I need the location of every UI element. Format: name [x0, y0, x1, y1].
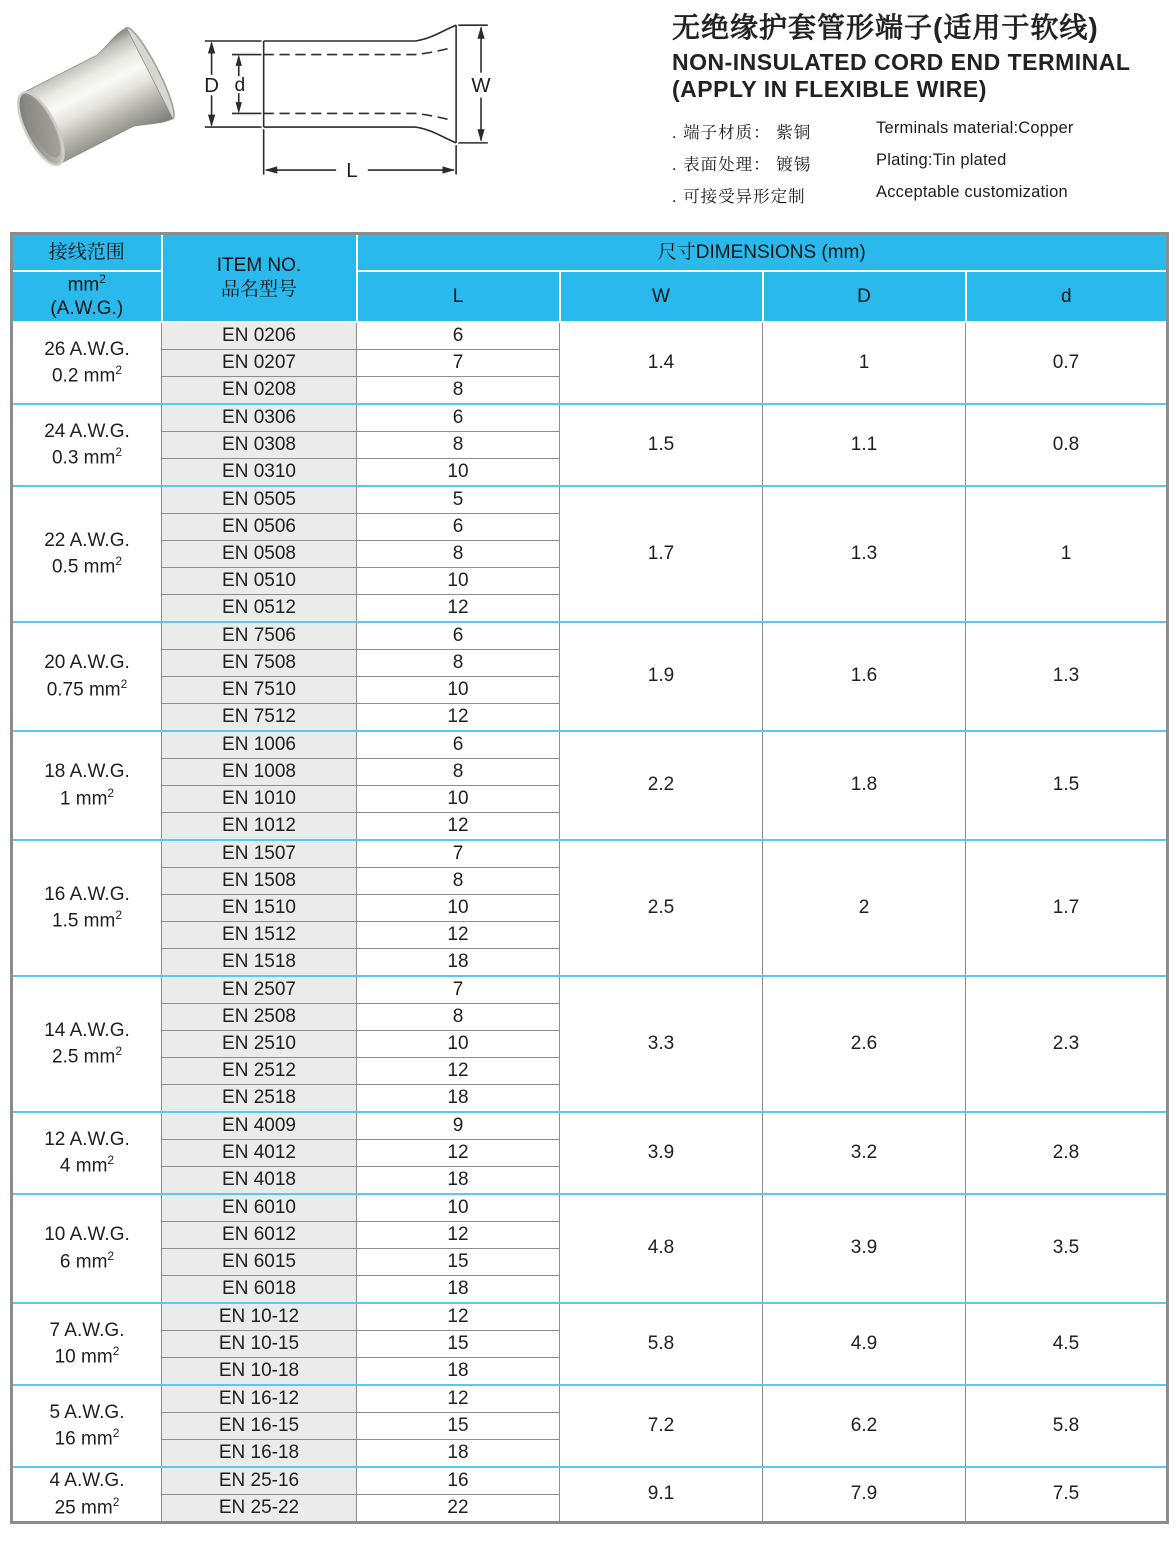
size-label: 0.3 $mm^2$ — [51, 445, 123, 469]
dim-W-cell: 2.5 — [560, 840, 763, 976]
item-no-cell: EN 7506 — [162, 622, 357, 650]
page-title-en-line1: NON-INSULATED CORD END TERMINAL — [672, 49, 1131, 75]
product-photo — [6, 8, 188, 188]
size-sup: 2 — [115, 363, 123, 378]
awg-label: 16 A.W.G. — [44, 883, 130, 905]
item-no-cell: EN 7510 — [162, 676, 357, 703]
length-cell: 18 — [357, 948, 560, 976]
length-cell: 10 — [357, 567, 560, 594]
header-col-W: W — [560, 271, 763, 322]
dim-d-cell: 1 — [966, 486, 1168, 622]
dim-d-cell: 2.3 — [966, 976, 1168, 1112]
awg-label: 24 A.W.G. — [44, 420, 130, 442]
length-cell: 18 — [357, 1166, 560, 1194]
item-no-cell: EN 4018 — [162, 1166, 357, 1194]
size-sup: 2 — [120, 676, 128, 691]
header-wire-range-unit — [12, 271, 162, 322]
header-col-D: D — [763, 271, 966, 322]
dim-D-cell: 1.1 — [763, 404, 966, 486]
dim-W-cell: 2.2 — [560, 731, 763, 840]
wire-range-cell — [12, 322, 162, 404]
table-row — [12, 731, 1168, 759]
table-row — [12, 1194, 1168, 1222]
length-cell: 18 — [357, 1275, 560, 1303]
dim-W-cell: 1.9 — [560, 622, 763, 731]
dim-W-cell: 1.7 — [560, 486, 763, 622]
table-row — [12, 404, 1168, 432]
item-no-cell: EN 0308 — [162, 431, 357, 458]
size-label: 1.5 $mm^2$ — [51, 908, 123, 932]
dim-W-cell: 7.2 — [560, 1385, 763, 1467]
length-cell: 6 — [357, 322, 560, 350]
dim-d-cell: 1.3 — [966, 622, 1168, 731]
item-no-cell: EN 2510 — [162, 1030, 357, 1057]
item-no-cell: EN 1508 — [162, 867, 357, 894]
dim-D-cell: 3.9 — [763, 1194, 966, 1303]
page-title-en-line2: (APPLY IN FLEXIBLE WIRE) — [672, 76, 987, 103]
wire-range-cell — [12, 404, 162, 486]
item-no-cell: EN 16-15 — [162, 1412, 357, 1439]
item-no-cell: EN 6015 — [162, 1248, 357, 1275]
length-cell: 18 — [357, 1357, 560, 1385]
dimension-diagram — [198, 16, 498, 186]
header-item-line1: ITEM NO. — [216, 255, 302, 277]
item-no-cell: EN 10-18 — [162, 1357, 357, 1385]
length-cell: 10 — [357, 458, 560, 486]
item-no-cell: EN 25-16 — [162, 1467, 357, 1495]
dim-D-cell: 2 — [763, 840, 966, 976]
item-no-cell: EN 10-15 — [162, 1330, 357, 1357]
size-label: 10 $mm^2$ — [54, 1344, 120, 1368]
item-no-cell: EN 0206 — [162, 322, 357, 350]
item-no-cell: EN 0506 — [162, 513, 357, 540]
awg-label: 26 A.W.G. — [44, 338, 130, 360]
spec-zh-custom: . 可接受异形定制 — [672, 188, 806, 207]
length-cell: 10 — [357, 785, 560, 812]
wire-range-cell — [12, 976, 162, 1112]
table-row — [12, 976, 1168, 1004]
dim-D-cell: 1.6 — [763, 622, 966, 731]
spec-table-body — [12, 322, 1168, 1523]
item-no-cell: EN 2507 — [162, 976, 357, 1004]
awg-label: 5 A.W.G. — [49, 1401, 125, 1423]
item-no-cell: EN 1008 — [162, 758, 357, 785]
item-no-cell: EN 6010 — [162, 1194, 357, 1222]
item-no-cell: EN 6018 — [162, 1275, 357, 1303]
length-cell: 12 — [357, 594, 560, 622]
length-cell: 8 — [357, 1003, 560, 1030]
awg-label: 12 A.W.G. — [44, 1128, 130, 1150]
dim-W-cell: 4.8 — [560, 1194, 763, 1303]
length-cell: 10 — [357, 1030, 560, 1057]
dim-W-cell: 1.5 — [560, 404, 763, 486]
item-no-cell: EN 0208 — [162, 376, 357, 404]
length-cell: 12 — [357, 1303, 560, 1331]
table-row — [12, 1303, 1168, 1331]
length-cell: 8 — [357, 649, 560, 676]
length-cell: 12 — [357, 1057, 560, 1084]
wire-range-cell — [12, 622, 162, 731]
dim-d-cell: 2.8 — [966, 1112, 1168, 1194]
size-label: 0.5 $mm^2$ — [51, 554, 123, 578]
length-cell: 16 — [357, 1467, 560, 1495]
awg-label: 7 A.W.G. — [49, 1319, 125, 1341]
wire-range-cell — [12, 1303, 162, 1385]
spec-row — [672, 151, 1172, 175]
size-sup: 2 — [115, 554, 123, 569]
header-col-d: d — [966, 271, 1168, 322]
header-col-L: L — [357, 271, 560, 322]
wire-range-cell — [12, 1194, 162, 1303]
length-cell: 12 — [357, 921, 560, 948]
spec-table — [10, 232, 1169, 1524]
dim-D-cell: 2.6 — [763, 976, 966, 1112]
item-no-cell: EN 4012 — [162, 1139, 357, 1166]
item-no-cell: EN 0512 — [162, 594, 357, 622]
page-header — [0, 0, 1176, 232]
item-no-cell: EN 2518 — [162, 1084, 357, 1112]
item-no-cell: EN 1006 — [162, 731, 357, 759]
size-label: 25 $mm^2$ — [54, 1494, 120, 1518]
wire-range-cell — [12, 1385, 162, 1467]
length-cell: 12 — [357, 703, 560, 731]
table-row — [12, 1467, 1168, 1495]
dim-label-D: D — [204, 74, 219, 97]
header-dimensions: 尺寸DIMENSIONS (mm) — [357, 234, 1168, 272]
length-cell: 6 — [357, 622, 560, 650]
awg-label: 10 A.W.G. — [44, 1224, 130, 1246]
header-mm-sup: 2 — [99, 272, 106, 286]
dim-D-cell: 4.9 — [763, 1303, 966, 1385]
dim-W-cell: 5.8 — [560, 1303, 763, 1385]
size-label: 1 $mm^2$ — [59, 785, 115, 809]
length-cell: 12 — [357, 1221, 560, 1248]
spec-row — [672, 119, 1172, 143]
dim-W-cell: 9.1 — [560, 1467, 763, 1523]
length-cell: 8 — [357, 867, 560, 894]
length-cell: 8 — [357, 758, 560, 785]
dim-d-cell: 5.8 — [966, 1385, 1168, 1467]
dim-W-cell: 3.9 — [560, 1112, 763, 1194]
header-mm: mm — [67, 274, 100, 296]
length-cell: 10 — [357, 894, 560, 921]
item-no-cell: EN 0310 — [162, 458, 357, 486]
length-cell: 8 — [357, 431, 560, 458]
item-no-cell: EN 7508 — [162, 649, 357, 676]
wire-range-cell — [12, 731, 162, 840]
length-cell: 18 — [357, 1084, 560, 1112]
length-cell: 8 — [357, 376, 560, 404]
length-cell: 12 — [357, 1385, 560, 1413]
dim-d-cell: 0.8 — [966, 404, 1168, 486]
length-cell: 7 — [357, 976, 560, 1004]
awg-label: 20 A.W.G. — [44, 652, 130, 674]
length-cell: 10 — [357, 676, 560, 703]
size-label: 16 $mm^2$ — [54, 1426, 120, 1450]
dim-d-cell: 1.5 — [966, 731, 1168, 840]
spec-zh-plating: . 表面处理： 镀锡 — [672, 156, 812, 175]
item-no-cell: EN 7512 — [162, 703, 357, 731]
item-no-cell: EN 1510 — [162, 894, 357, 921]
size-sup: 2 — [112, 1426, 120, 1441]
item-no-cell: EN 0207 — [162, 349, 357, 376]
length-cell: 15 — [357, 1412, 560, 1439]
item-no-cell: EN 16-18 — [162, 1439, 357, 1467]
dim-d-cell: 3.5 — [966, 1194, 1168, 1303]
dim-d-cell: 7.5 — [966, 1467, 1168, 1523]
length-cell: 10 — [357, 1194, 560, 1222]
wire-range-cell — [12, 840, 162, 976]
arrowheads — [208, 26, 485, 173]
length-cell: 22 — [357, 1494, 560, 1522]
awg-label: 4 A.W.G. — [49, 1470, 125, 1492]
item-no-cell: EN 0510 — [162, 567, 357, 594]
page-title-zh: 无绝缘护套管形端子(适用于软线) — [672, 12, 1099, 43]
dim-D-cell: 7.9 — [763, 1467, 966, 1523]
header-item-no — [162, 234, 357, 322]
size-sup: 2 — [115, 908, 123, 923]
dim-D-cell: 1.3 — [763, 486, 966, 622]
dim-label-d: d — [234, 74, 246, 96]
ferrule-illustration — [6, 24, 181, 181]
item-no-cell: EN 0508 — [162, 540, 357, 567]
length-cell: 15 — [357, 1248, 560, 1275]
wire-range-cell — [12, 486, 162, 622]
spec-en-custom: Acceptable customization — [876, 183, 1068, 202]
length-cell: 6 — [357, 731, 560, 759]
wire-range-cell — [12, 1112, 162, 1194]
item-no-cell: EN 4009 — [162, 1112, 357, 1140]
dim-D-cell: 3.2 — [763, 1112, 966, 1194]
length-cell: 5 — [357, 486, 560, 514]
spec-en-plating: Plating:Tin plated — [876, 151, 1007, 170]
length-cell: 15 — [357, 1330, 560, 1357]
item-no-cell: EN 2512 — [162, 1057, 357, 1084]
table-row — [12, 322, 1168, 350]
wire-range-cell — [12, 1467, 162, 1523]
material-specs — [672, 119, 1172, 207]
size-label: 4 $mm^2$ — [59, 1153, 115, 1177]
item-no-cell: EN 0306 — [162, 404, 357, 432]
item-no-cell: EN 1010 — [162, 785, 357, 812]
spec-zh-material: . 端子材质： 紫铜 — [672, 124, 812, 143]
dim-d-cell: 4.5 — [966, 1303, 1168, 1385]
awg-label: 22 A.W.G. — [44, 529, 130, 551]
length-cell: 12 — [357, 812, 560, 840]
spec-row — [672, 183, 1172, 207]
length-cell: 8 — [357, 540, 560, 567]
spec-table-header — [12, 234, 1168, 322]
item-no-cell: EN 1507 — [162, 840, 357, 868]
table-row — [12, 840, 1168, 868]
dim-W-cell: 1.4 — [560, 322, 763, 404]
size-label: 0.2 $mm^2$ — [51, 363, 123, 387]
size-sup: 2 — [115, 1044, 123, 1059]
dim-label-L: L — [346, 159, 358, 182]
dim-W-cell: 3.3 — [560, 976, 763, 1112]
size-sup: 2 — [112, 1344, 120, 1359]
item-no-cell: EN 6012 — [162, 1221, 357, 1248]
item-no-cell: EN 16-12 — [162, 1385, 357, 1413]
awg-label: 18 A.W.G. — [44, 761, 130, 783]
dim-D-cell: 1 — [763, 322, 966, 404]
size-sup: 2 — [107, 1248, 115, 1263]
length-cell: 9 — [357, 1112, 560, 1140]
size-sup: 2 — [107, 1153, 115, 1168]
length-cell: 7 — [357, 840, 560, 868]
dim-d-cell: 0.7 — [966, 322, 1168, 404]
dim-label-W: W — [471, 74, 491, 97]
size-sup: 2 — [115, 445, 123, 460]
table-row — [12, 1112, 1168, 1140]
spec-en-material: Terminals material:Copper — [876, 119, 1074, 138]
size-sup: 2 — [107, 785, 115, 800]
dim-D-cell: 1.8 — [763, 731, 966, 840]
size-label: 0.75 $mm^2$ — [46, 676, 128, 700]
header-awg: (A.W.G.) — [50, 298, 124, 320]
size-sup: 2 — [112, 1494, 120, 1509]
size-label: 2.5 $mm^2$ — [51, 1044, 123, 1068]
item-no-cell: EN 1518 — [162, 948, 357, 976]
length-cell: 7 — [357, 349, 560, 376]
header-item-line2: 品名型号 — [220, 278, 297, 300]
length-cell: 12 — [357, 1139, 560, 1166]
length-cell: 6 — [357, 513, 560, 540]
item-no-cell: EN 0505 — [162, 486, 357, 514]
item-no-cell: EN 1512 — [162, 921, 357, 948]
item-no-cell: EN 1012 — [162, 812, 357, 840]
table-row — [12, 1385, 1168, 1413]
table-row — [12, 622, 1168, 650]
item-no-cell: EN 10-12 — [162, 1303, 357, 1331]
size-label: 6 $mm^2$ — [59, 1248, 115, 1272]
item-no-cell: EN 2508 — [162, 1003, 357, 1030]
header-wire-range-top: 接线范围 — [12, 234, 162, 272]
dim-D-cell: 6.2 — [763, 1385, 966, 1467]
length-cell: 18 — [357, 1439, 560, 1467]
item-no-cell: EN 25-22 — [162, 1494, 357, 1522]
dim-d-cell: 1.7 — [966, 840, 1168, 976]
awg-label: 14 A.W.G. — [44, 1019, 130, 1041]
length-cell: 6 — [357, 404, 560, 432]
table-row — [12, 486, 1168, 514]
title-block — [672, 6, 1172, 215]
